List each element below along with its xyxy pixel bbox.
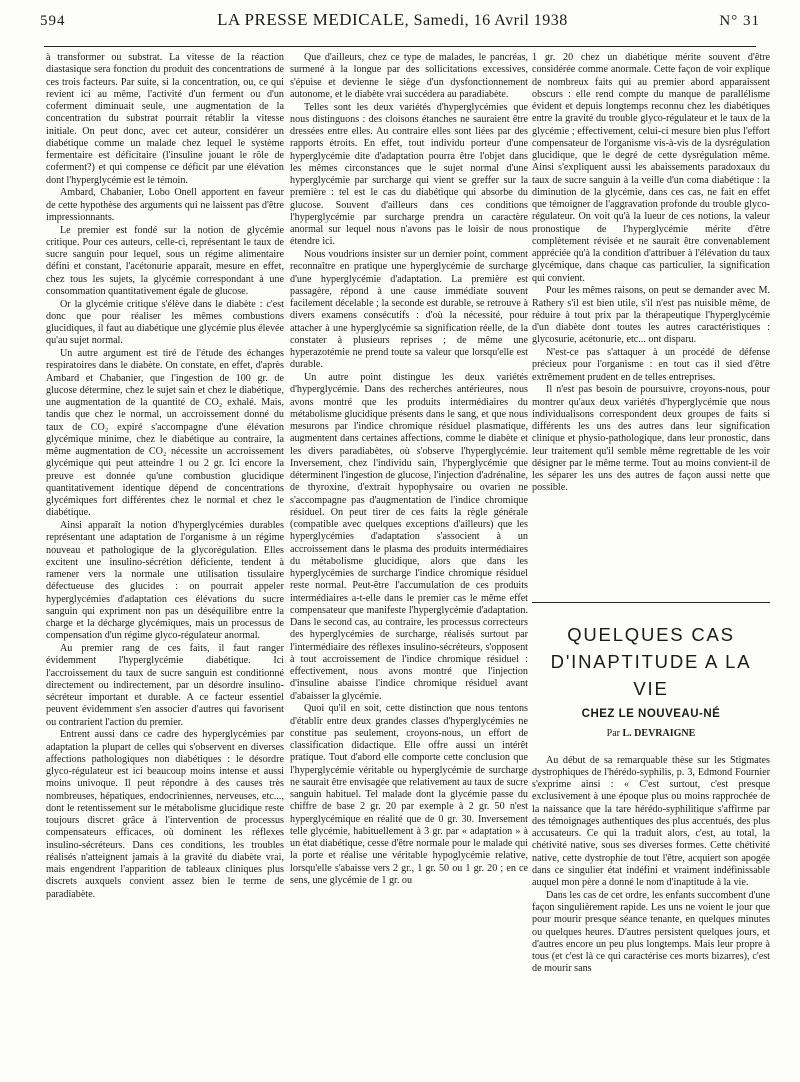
page-number: 594 — [40, 13, 66, 29]
paragraph: Le premier est fondé sur la notion de glycémie critique. Pour ces auteurs, celle-ci, représentant le taux de sucre sanguin pour lequel, sous un régime alimentaire défini et constant, l'acétonurie apparaît, mesure en effet, chez tous les sujets, la glycémie correspondant à une consommation quantitativement égale de glucose. — [46, 224, 284, 297]
header-rule — [44, 46, 756, 47]
paragraph: 1 gr. 20 chez un diabétique mérite souvent d'être considérée comme anormale. Cette façon de voir explique de nombreux faits qui au premier abord apparaissent obscurs : elle rend compte du manque de parallélisme évident et depuis longtemps reconnu chez les diabétiques entre la gravité du trouble glyco-régulateur et le taux de la glycémie ; effectivement, celui-ci mesure bien plus l'effort compensateur de l'organisme vis-à-vis de la dysrégulation glucidique, que le degré de cette dysrégulation même. Ainsi s'expliquent aussi les abaissements paradoxaux du taux de sucre sanguin à la veille d'un coma diabétique : la diminution de la glycémie, dans ces cas, ne fait en effet que témoigner de l'aggravation profonde du trouble glyco-régulateur. On voit qu'à la lueur de ces notions, la valeur pronostique de l'hyperglycémie mérite d'être complètement révisée et ne saurait être convenablement appréciée qu'à la condition d'attribuer à l'élévation du taux glycémique, dans chaque cas particulier, la signification qui convient. — [532, 52, 770, 284]
article-byline — [532, 728, 770, 740]
paragraph: Un autre argument est tiré de l'étude des échanges respiratoires dans le diabète. On constate, en effet, d'après Ambard et Chabanier, que l'ingestion de 100 gr. de glucose détermine, chez le sujet sain et chez le diabétique, une augmentation de la quantité de CO₂ exhalé. Mais, tandis que chez le normal, un accroissement donné du taux de CO₂ expiré s'accompagne d'une élévation glycémique minime, chez le diabétique au contraire, la même augmentation de CO₂ nécessite un accroissement glycémique qui peut atteindre 1 ou 2 gr. Ici encore la preuve est donnée qu'une combustion glucidique quantitativement identique dépend de concentrations glycémiques fort différentes chez le normal et chez le diabétique. — [46, 348, 284, 519]
paragraph: Telles sont les deux variétés d'hyperglycémies que nous distinguons : des cloisons étanches ne sauraient être dressées entre elles. Au contraire elles sont liées par des rapports étroits. En effet, tout individu porteur d'une hyperglycémie dite d'adaptation pourra être l'objet dans les mêmes circonstances que le sujet normal d'une hyperglycémie par surcharge qui vient se greffer sur la première : tel est le cas du diabétique qui absorbe du glucose. Souvent d'ailleurs dans ces conditions l'hyperglycémie par surcharge prendra un caractère anormal sur lequel nous n'avons pas le loisir de nous étendre ici. — [290, 101, 528, 248]
author-name: L. DEVRAIGNE — [622, 728, 696, 740]
paragraph: Il n'est pas besoin de poursuivre, croyons-nous, pour montrer qu'aux deux variétés d'hyperglycémie que nous individualisons correspondent deux groupes de faits si différents les uns des autres dans leur signification clinique et physio-pathologique, dans leur pronostic, dans leur traitement qu'il semble même regrettable de les voir désigner par le même terme. Tout au moins convient-il de les séparer les uns des autres de façon aussi nette que possible. — [532, 384, 770, 494]
issue-date: Samedi, 16 Avril 1938 — [413, 12, 568, 29]
column-3-continuation — [532, 52, 770, 592]
page-header — [40, 10, 760, 44]
paragraph: Au premier rang de ces faits, il faut ranger évidemment l'hyperglycémie diabétique. Ici l'accroissement du taux de sucre sanguin est conditionné directement ou indirectement, par un désordre insulino-sécréteur important et durable. A ce facteur essentiel peuvent évidemment s'en associer d'autres qui favorisent ou contrarient l'action du premier. — [46, 643, 284, 728]
paragraph: Or la glycémie critique s'élève dans le diabète : c'est donc que pour réaliser les mêmes combustions glucidiques, il faut au diabétique une glycémie plus élevée qu'au sujet normal. — [46, 298, 284, 347]
paragraph: Dans les cas de cet ordre, les enfants succombent d'une façon singulièrement rapide. Les uns ne voient le jour que pour mourir presque séance tenante, en quelques minutes ou quelques heures. D'autres persistent quelques jours, et d'autres encore un peu plus longtemps. Mais leur propre à tous (et c'est là ce qui caractérise ces morts bizarres), c'est de mourir sans — [532, 889, 770, 975]
article-title-line: QUELQUES CAS — [567, 624, 735, 645]
paragraph: Quoi qu'il en soit, cette distinction que nous tentons d'établir entre deux grandes classes d'hyperglycémies ne constitue pas seulement, croyons-nous, un effort de classification didactique. Elle offre aussi un intérêt pratique. Tout d'abord elle comporte cette conclusion que l'hyperglycémie véritable ou hyperglycémie de surcharge ne saurait être envisagée que relativement au taux de sucre sanguin habituel. Tel malade dont la glycémie passe du chiffre de base 2 gr. 20 par exemple à 2 gr. 50 n'est hyperglycémique en réalité que de 0 gr. 30. Inversement telle glycémie, habituellement à 3 gr. par « adaptation » à un état diabétique, cesse d'être normale pour le malade qui la porte et réalise une véritable hypoglycémie relative, lorsqu'elle s'abaisse vers 2 gr., 1 gr. 50 ou 1 gr. 20 ; en ce sens, une glycémie de 1 gr. ou — [290, 703, 528, 886]
paragraph: Un autre point distingue les deux variétés d'hyperglycémie. Dans des recherches antérieures, nous avons montré que les produits intermédiaires du métabolisme glucidique présents dans le sang, et que nous mesurons par l'indice chromique résiduel plasmatique, augmentent dans certaines affections, comme le diabète et les divers paradiabètes, où s'observe l'hyperglycémie. Inversement, chez l'individu sain, l'hyperglycémie que déterminent l'ingestion de glucose, l'injection d'adrénaline, de thyroxine, d'extrait hypophysaire ou ovarien ne s'accompagne pas d'augmentation de l'indice chromique résiduel. On peut tirer de ces faits la règle générale (compatible avec quelques exceptions d'ailleurs) que les hyperglycémies d'adaptation s'associent à un accroissement dans le plasma des produits intermédiaires du métabolisme glucidique, alors que dans les hyperglycémies de surcharge l'indice chromique résiduel reste normal. Peut-être l'accumulation de ces produits intermédiaires a-t-elle dans le premier cas le même effet compensateur que manifeste l'hyperglycémie d'adaptation. Dans le second cas, au contraire, les processus correcteurs des hyperglycémies de surcharge, réalisés surtout par l'intermédiaire des réflexes insulino-sécréteurs, s'opposent à tout accroissement de l'indice chromique résiduel : effectivement, nous avons montré que l'injection d'insuline abaisse l'indice chromique résiduel avant d'abaisser la glycémie. — [290, 372, 528, 702]
issue-number: N° 31 — [719, 13, 760, 29]
column-1 — [46, 52, 284, 1072]
paragraph: Que d'ailleurs, chez ce type de malades, le pancréas, surmené à la longue par des sollicitations excessives, s'épuise et devienne le siège d'un dysfonctionnement autonome, et le diabète vrai succédera au paradiabète. — [290, 52, 528, 100]
paragraph: Ambard, Chabanier, Lobo Onell apportent en faveur de cette hypothèse des arguments qui ne laissent pas d'être impressionnants. — [46, 187, 284, 223]
paragraph: à transformer ou substrat. La vitesse de la réaction diastasique sera fonction du produit des concentrations de ces trois facteurs. Par suite, si la concentration, ou, ce qui revient ici au même, l'activité d'un ferment ou d'un coferment diminuait seule, une augmentation de la concentration du substrat pourrait rétablir la vitesse initiale. On peut donc, avec cet auteur, considérer un diabétique comme un malade chez lequel le système fermentaire est déficitaire (l'insuline jouant le rôle de coferment?) et qui compense ce déficit par une élévation dont l'hyperglycémie est le témoin. — [46, 52, 284, 186]
column-2 — [290, 52, 528, 1072]
article-body — [532, 755, 770, 976]
paragraph: Entrent aussi dans ce cadre des hyperglycémies par adaptation la plupart de celles qui s'observent en diverses affections pathologiques non diabétiques : le désordre glyco-régulateur est ici beaucoup moins intense et aussi moins univoque. Il peut répondre à des causes très nombreuses, hépatiques, endocriniennes, nerveuses, etc..., dont le retentissement sur le métabolisme glucidique reste toujours discret grâce à l'intervention de processus compensateurs efficaces, où dominent les réflexes insulino-sécréteurs. Dans ces conditions, les troubles réalisés n'atteignent jamais à la gravité du diabète vrai, mais engendrent l'apparition de tableaux cliniques plus discrets auxquels convient assez bien le terme de paradiabète. — [46, 729, 284, 900]
article — [532, 621, 770, 976]
article-separator-rule — [532, 602, 770, 603]
paragraph: Nous voudrions insister sur un dernier point, comment reconnaître en pratique une hyperglycémie de surcharge d'une hyperglycémie d'adaptation. La première est passagère, répond à une cause immédiate souvent facilement décelable ; la seconde est durable, se retrouve à divers examens consécutifs : d'où la nécessité, pour attacher à une hyperglycémie sa signification réelle, de la constater à plusieurs reprises ; de même une hyperazotémie ne prend toute sa valeur que lorsqu'elle est durable. — [290, 249, 528, 371]
article-title — [532, 621, 770, 702]
journal-name: LA PRESSE MEDICALE — [217, 10, 405, 29]
article-subtitle: CHEZ LE NOUVEAU-NÉ — [581, 708, 721, 720]
column-3 — [532, 52, 770, 1072]
paragraph: Au début de sa remarquable thèse sur les Stigmates dystrophiques de l'hérédo-syphilis, p. 3, Edmond Fournier s'exprime ainsi : « C'est surtout, c'est presque exclusivement à une époque plus ou moins rapprochée de la naissance que la tare hérédo-syphilitique s'affirme par des témoignages authentiques des plus accentués, des plus accusateurs. Ce qui la traduit alors, c'est, au total, la chétivité native, sous ses diverses formes. Cette chétivité native, cette dystrophie de tout l'être, acquiert son apogée dans ce singulier état indéfini et vraiment indéfinissable auquel mon père a donné le nom d'inaptitude à la vie. — [532, 754, 770, 888]
paragraph: N'est-ce pas s'attaquer à un procédé de défense précieux pour l'organisme : en tout cas il sied d'être extrêmement prudent en de telles entreprises. — [532, 347, 770, 383]
byline-prefix: Par — [606, 728, 621, 740]
paragraph: Pour les mêmes raisons, on peut se demander avec M. Rathery s'il est bien utile, s'il n'est pas nuisible même, de réduire à tout prix par la thérapeutique l'hyperglycémie d'un diabète dont toutes les autres caractéristiques : glycosurie, acétonurie, etc... ont disparu. — [532, 285, 770, 346]
paragraph: Ainsi apparaît la notion d'hyperglycémies durables représentant une adaptation de l'organisme à un régime nouveau et pathologique de la glycorégulation. Elles excitent une insulino-sécrétion déficiente, tendent à ramener vers la normale une utilisation tissulaire défectueuse des glucides : on pourrait appeler hyperglycémies d'adaptation ces élévations du sucre sanguin qui expriment non pas un déséquilibre entre la charge et la décharge glycémiques, mais un processus de compensation d'un régime glyco-régulateur anormal. — [46, 520, 284, 642]
running-title: LA PRESSE MEDICALE, Samedi, 16 Avril 1938 — [217, 10, 568, 29]
article-title-line: D'INAPTITUDE A LA VIE — [550, 651, 752, 699]
